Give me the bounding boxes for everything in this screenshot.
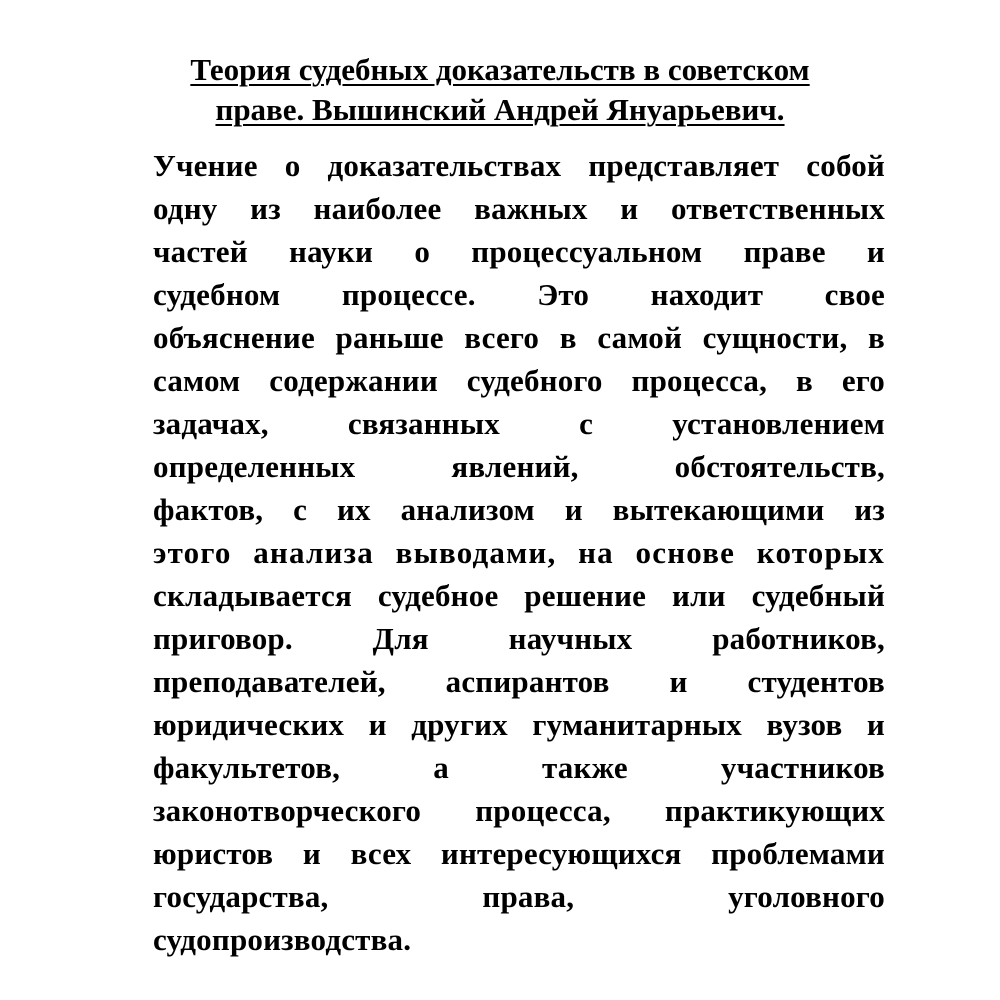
body-line: приговор. Для научных работников, (153, 621, 885, 656)
body-line: судебном процессе. Это находит свое (153, 277, 885, 312)
body-line: Учение о доказательствах представляет собой (153, 148, 885, 183)
body-line: государства, права, уголовного (153, 879, 885, 914)
title-line-1: Теория судебных доказательств в советском (190, 52, 810, 87)
body-line: этого анализа выводами, на основе которых (153, 535, 885, 570)
title-line-2: праве. Вышинский Андрей Януарьевич. (215, 92, 785, 127)
document-title (150, 50, 850, 130)
body-line: частей науки о процессуальном праве и (153, 234, 885, 269)
body-line: юристов и всех интересующихся проблемами (153, 836, 885, 871)
body-line: преподавателей, аспирантов и студентов (153, 664, 885, 699)
body-line: определенных явлений, обстоятельств, (153, 449, 885, 484)
body-line: юридических и других гуманитарных вузов и (153, 707, 885, 742)
body-line: самом содержании судебного процесса, в его (153, 363, 885, 398)
body-line: объяснение раньше всего в самой сущности, в (153, 320, 885, 355)
body-paragraph (153, 144, 885, 961)
body-line: законотворческого процесса, практикующих (153, 793, 885, 828)
body-line: задачах, связанных с установлением (153, 406, 885, 441)
body-line: судопроизводства. (153, 922, 412, 957)
body-line: фактов, с их анализом и вытекающими из (153, 492, 885, 527)
body-line: факультетов, а также участников (153, 750, 885, 785)
body-line: одну из наиболее важных и ответственных (153, 191, 885, 226)
body-line: складывается судебное решение или судебный (153, 578, 885, 613)
